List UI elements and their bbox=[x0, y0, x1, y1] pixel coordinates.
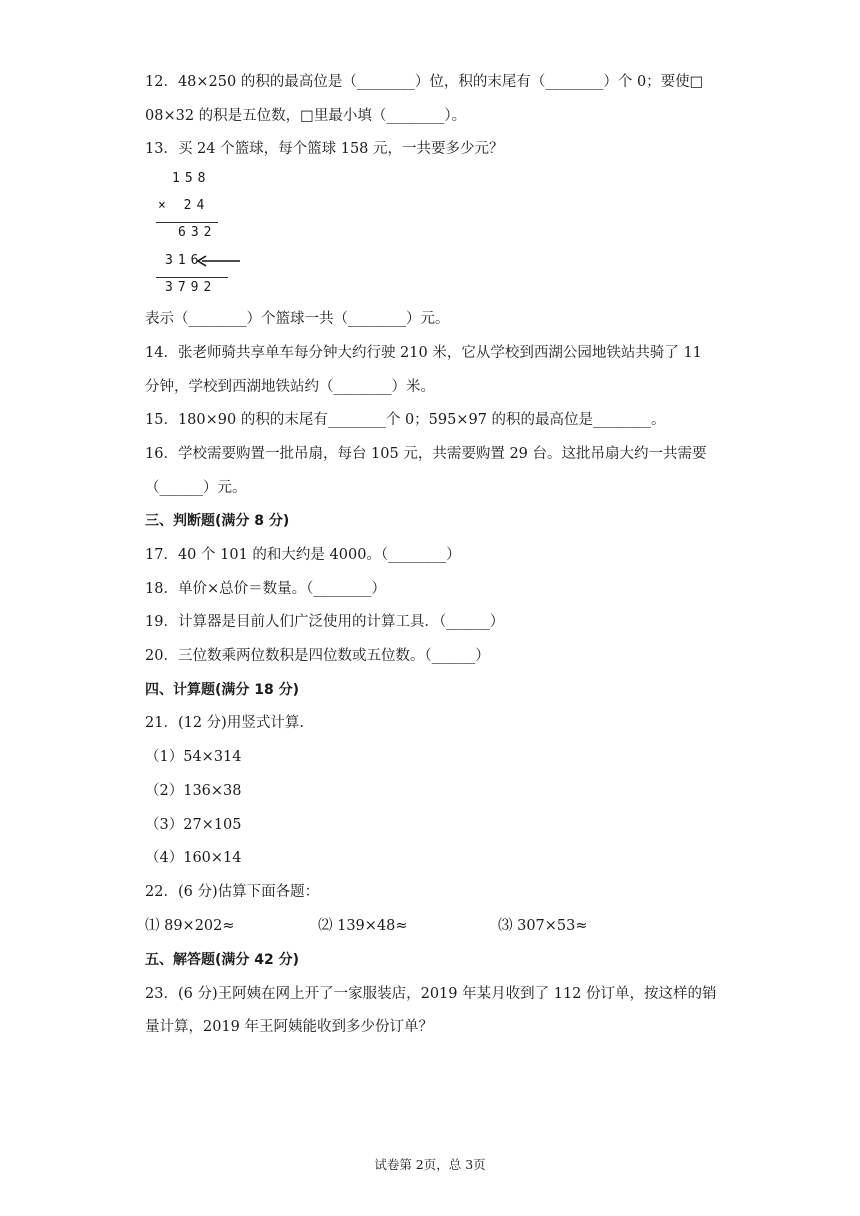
vm-partial1: 632 bbox=[178, 225, 217, 240]
q21-item-1: （1）54×314 bbox=[145, 749, 242, 765]
q22-item-2: ⑵ 139×48≈ bbox=[318, 918, 408, 934]
vm-row2: × 24 bbox=[158, 198, 210, 213]
vm-rule-1 bbox=[156, 222, 218, 223]
vm-result: 3792 bbox=[165, 280, 217, 295]
q22-item-1: ⑴ 89×202≈ bbox=[145, 918, 235, 934]
q22-item-3: ⑶ 307×53≈ bbox=[498, 918, 588, 934]
q13-answer: 表示（________）个篮球一共（________）元。 bbox=[145, 311, 450, 327]
section-4-heading: 四、计算题(满分 18 分) bbox=[145, 682, 300, 698]
q21-title: 21．(12 分)用竖式计算. bbox=[145, 715, 304, 731]
q17: 17．40 个 101 的和大约是 4000。（________） bbox=[145, 547, 461, 563]
arrow-left-icon bbox=[196, 254, 242, 268]
q22-title: 22．(6 分)估算下面各题： bbox=[145, 884, 320, 900]
q18: 18．单价×总价＝数量。（________） bbox=[145, 581, 386, 597]
q21-item-3: （3）27×105 bbox=[145, 817, 242, 833]
q12-line2: 08×32 的积是五位数，□里最小填（________）。 bbox=[145, 108, 467, 124]
q13-question: 13．买 24 个篮球，每个篮球 158 元，一共要多少元？ bbox=[145, 141, 504, 157]
section-3-heading: 三、判断题(满分 8 分) bbox=[145, 513, 290, 529]
section-5-heading: 五、解答题(满分 42 分) bbox=[145, 952, 300, 968]
vm-row1: 158 bbox=[172, 171, 211, 186]
vm-rule-2 bbox=[156, 277, 228, 278]
vm-partial2: 316 bbox=[165, 253, 204, 268]
q23-line1: 23．(6 分)王阿姨在网上开了一家服装店，2019 年某月收到了 112 份订单，按这样的销 bbox=[145, 986, 717, 1002]
q19: 19．计算器是目前人们广泛使用的计算工具．（______） bbox=[145, 614, 505, 630]
q16-line1: 16．学校需要购置一批吊扇，每台 105 元，共需要购置 29 台。这批吊扇大约一共需要 bbox=[145, 446, 707, 462]
q20: 20．三位数乘两位数积是四位数或五位数。（______） bbox=[145, 648, 490, 664]
q12-line1: 12．48×250 的积的最高位是（________）位，积的末尾有（________）个 0；要使□ bbox=[145, 74, 704, 90]
page-footer: 试卷第 2页，总 3页 bbox=[374, 1157, 486, 1172]
q21-item-2: （2）136×38 bbox=[145, 783, 242, 799]
q21-item-4: （4）160×14 bbox=[145, 850, 242, 866]
q14-line1: 14．张老师骑共享单车每分钟大约行驶 210 米，它从学校到西湖公园地铁站共骑了 11 bbox=[145, 345, 702, 361]
q14-line2: 分钟，学校到西湖地铁站约（________）米。 bbox=[145, 379, 435, 395]
q15: 15．180×90 的积的末尾有________个 0；595×97 的积的最高位是________。 bbox=[145, 412, 666, 428]
q16-line2: （______）元。 bbox=[145, 480, 247, 496]
q23-line2: 量计算，2019 年王阿姨能收到多少份订单？ bbox=[145, 1019, 434, 1035]
